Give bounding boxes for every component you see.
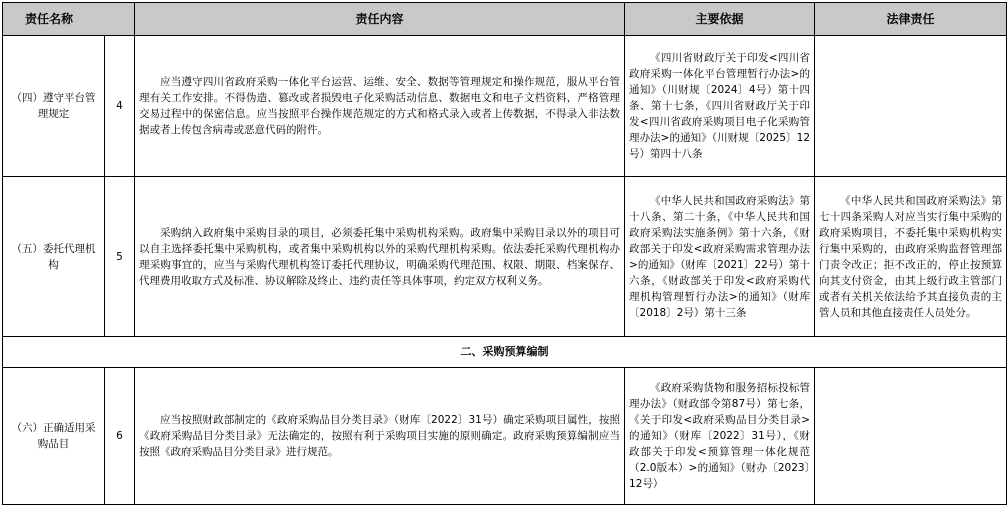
responsibility-content: 采购纳入政府集中采购目录的项目，必须委托集中采购机构采购。政府集中采购目录以外的项目可以自主选择委托集中采购机构，或者集中采购机构以外的采购代理机构采购。依法委托采购代理机构办理采购事宜的，应当与采购代理机构签订委托代理协议，明确采购代理范围、权限、期限、档案保存、代理费用收取方式及标准、协议解除及终止、违约责任等具体事项，约定双方权利义务。	[135, 177, 625, 337]
table-row	[3, 177, 1007, 337]
section-title: 二、采购预算编制	[3, 337, 1007, 368]
responsibility-content: 应当遵守四川省政府采购一体化平台运营、运维、安全、数据等管理规定和操作规范，服从平台管理有关工作安排。不得伪造、篡改或者损毁电子化采购活动信息、数据电文和电子文档资料，严格管理交易过程中的保密信息。应当按照平台操作规范规定的方式和格式录入或者上传数据，不得录入非法数据或者上传包含病毒或恶意代码的附件。	[135, 36, 625, 177]
table-row	[3, 368, 1007, 505]
responsibility-content: 应当按照财政部制定的《政府采购品目分类目录》（财库〔2022〕31号）确定采购项目属性，按照《政府采购品目分类目录》无法确定的，按照有利于采购项目实施的原则确定。政府采购预算编制应当按照《政府采购品目分类目录》进行规范。	[135, 368, 625, 505]
main-basis: 《中华人民共和国政府采购法》第十八条、第二十条，《中华人民共和国政府采购法实施条例》第十六条，《财政部关于印发<政府采购需求管理办法>的通知》（财库〔2021〕22号）第十六条，《财政部关于印发<政府采购代理机构管理暂行办法>的通知》（财库〔2018〕2号）第十三条	[625, 177, 815, 337]
section-row	[3, 337, 1007, 368]
main-basis: 《四川省财政厅关于印发<四川省政府采购一体化平台管理暂行办法>的通知》（川财规〔2024〕4号）第十四条、第十七条，《四川省财政厅关于印发<四川省政府采购项目电子化采购管理办法>的通知》（川财规〔2025〕12号）第四十八条	[625, 36, 815, 177]
row-number: 6	[105, 368, 135, 505]
row-number: 4	[105, 36, 135, 177]
main-basis: 《政府采购货物和服务招标投标管理办法》（财政部令第87号）第七条，《关于印发<政府采购品目分类目录>的通知》（财库〔2022〕31号），《财政部关于印发<预算管理一体化规范（2.0版本）>的通知》（财办〔2023〕12号）	[625, 368, 815, 505]
header-liability: 法律责任	[815, 3, 1007, 36]
header-content: 责任内容	[135, 3, 625, 36]
legal-liability: 《中华人民共和国政府采购法》第七十四条采购人对应当实行集中采购的政府采购项目，不委托集中采购机构实行集中采购的，由政府采购监督管理部门责令改正；拒不改正的，停止按预算向其支付资金，由其上级行政主管部门或者有关机关依法给予其直接负责的主管人员和其他直接责任人员处分。	[815, 177, 1007, 337]
header-basis: 主要依据	[625, 3, 815, 36]
legal-liability	[815, 36, 1007, 177]
header-name: 责任名称	[3, 3, 135, 36]
responsibility-name: （五）委托代理机构	[3, 177, 105, 337]
header-row	[3, 3, 1007, 36]
table-row	[3, 36, 1007, 177]
row-number: 5	[105, 177, 135, 337]
legal-liability	[815, 368, 1007, 505]
responsibility-name: （四）遵守平台管理规定	[3, 36, 105, 177]
responsibility-table	[2, 2, 1007, 505]
responsibility-name: （六）正确适用采购品目	[3, 368, 105, 505]
